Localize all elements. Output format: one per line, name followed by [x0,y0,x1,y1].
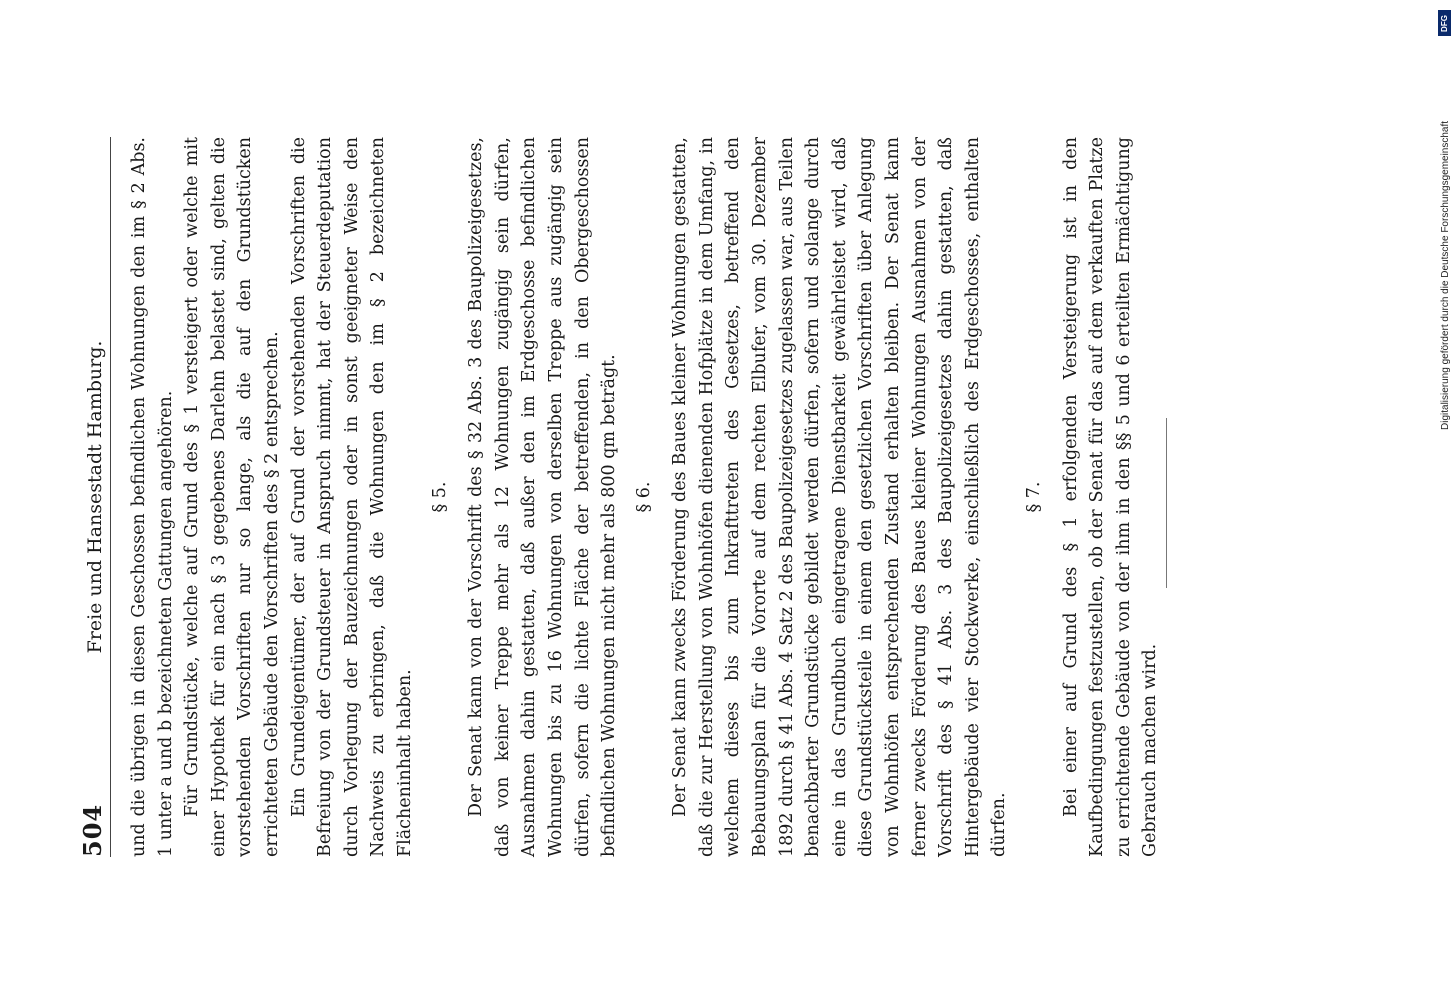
page-number: 504 [78,803,107,857]
section-6-text: Der Senat kann zwecks Förderung des Baues kleiner Wohnungen gestatten, daß die zur Herstellung von Wohnhöfen dienenden Hofplätze in dem Umfang, in welchem dieses bis zum Inkrafttreten des Gesetzes, betreffend den Bebauungsplan für die Vororte auf dem rechten Elbufer, vom 30. Dezember 1892 durch § 41 Abs. 4 Satz 2 des Baupolizeigesetzes zugelassen war, aus Teilen benachbarter Grundstücke gebildet werden dürfen, sofern und solange durch eine in das Grundbuch eingetragene Dienstbarkeit gewährleistet wird, daß diese Grundstücksteile in einem den gesetzlichen Vorschriften über Anlegung von Wohnhöfen entsprechenden Zustand erhalten bleiben. Der Senat kann ferner zwecks Förderung des Baues kleiner Wohnungen Ausnahmen von der Vorschrift des § 41 Abs. 3 des Baupolizeigesetzes dahin gestatten, daß Hintergebäude vier Stockwerke, einschließlich des Erdgeschosses, enthalten dürfen. [670,137,1010,857]
running-head: Freie und Hansestadt Hamburg. [84,340,106,654]
paragraph-2: Für Grundstücke, welche auf Grund des § 1 versteigert oder welche mit einer Hypothek für ein nach § 3 gegebenes Darlehn belastet sind, gelten die vorstehenden Vorschriften nur so lange, als die auf den Grundstücken errichteten Gebäude den Vorschriften des § 2 entsprechen. [182,137,282,857]
body-text [126,137,1164,857]
section-7-text: Bei einer auf Grund des § 1 erfolgenden Versteigerung ist in den Kaufbedingungen festzustellen, ob der Senat für das auf dem verkauften Platze zu errichtende Gebäude von der ihm in den §§ 5 und 6 erteilten Ermächtigung Gebrauch machen wird. [1060,137,1161,857]
paragraph-1: und die übrigen in diesen Geschossen befindlichen Wohnungen den im § 2 Abs. 1 unter a und b bezeichneten Gattungen angehören. [129,137,176,857]
digitization-credit [1438,4,1454,994]
section-5-heading: § 5. [429,481,450,513]
section-5-text: Der Senat kann von der Vorschrift des § 32 Abs. 3 des Baupolizeigesetzes, daß von keiner Treppe mehr als 12 Wohnungen zugängig sein dürfen, Ausnahmen dahin gestatten, daß außer den im Erdgeschosse befindlichen Wohnungen bis zu 16 Wohnungen von derselben Treppe aus zugängig sein dürfen, sofern die lichte Fläche der betreffenden, in den Obergeschossen befindlichen Wohnungen nicht mehr als 800 qm beträgt. [466,137,620,857]
dfg-logo-text: DFG [1440,14,1450,32]
header-rule [110,137,111,857]
section-6-heading: § 6. [633,481,654,513]
dfg-logo [1438,10,1451,36]
separator-rule [1166,418,1167,588]
credit-text: Digitalisierung gefördert durch die Deutsche Forschungsgemeinschaft [1440,120,1451,430]
section-7-heading: § 7. [1024,481,1044,513]
paragraph-3: Ein Grundeigentümer, der auf Grund der vorstehenden Vorschriften die Befreiung von der Grundsteuer in Anspruch nimmt, hat der Steuerdeputation durch Vorlegung der Bauzeichnungen oder in sonst geeigneter Weise den Nachweis zu erbringen, daß die Wohnungen den im § 2 bezeichneten Flächeninhalt haben. [288,137,415,857]
